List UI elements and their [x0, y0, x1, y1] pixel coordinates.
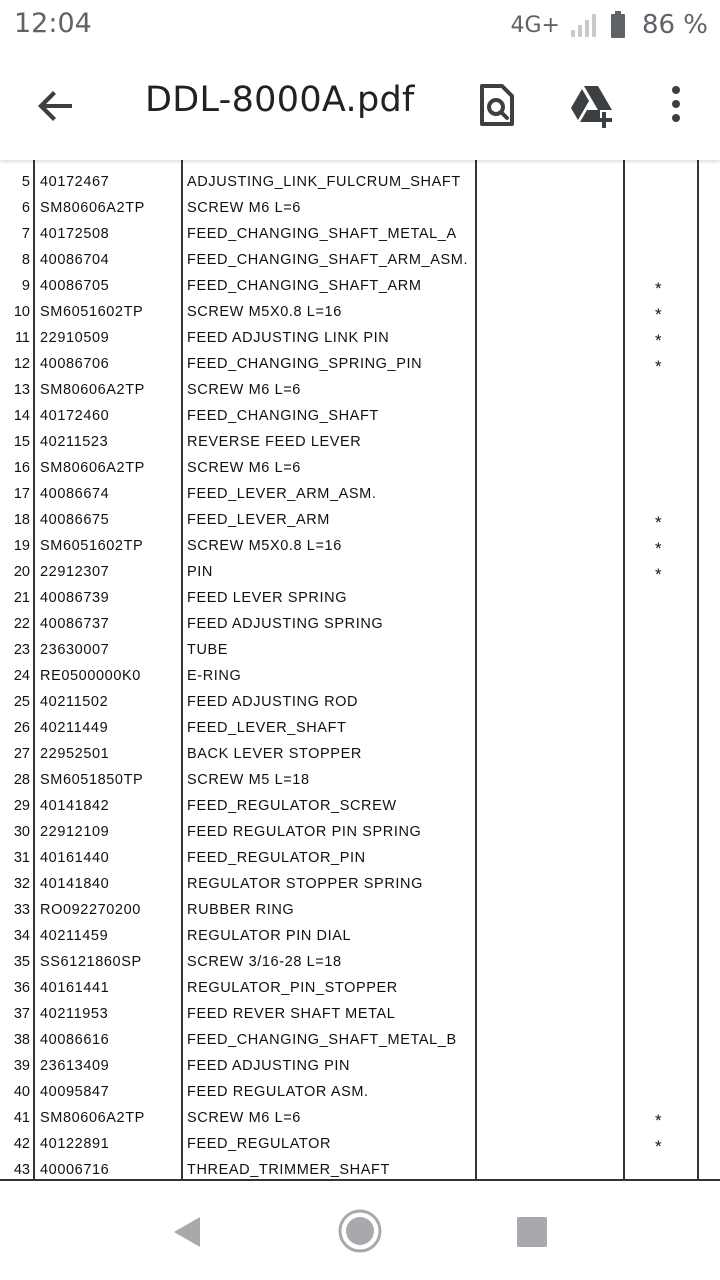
part-number: RE0500000K0 — [40, 668, 141, 684]
item-number: 13 — [13, 382, 30, 398]
mark-asterisk: * — [655, 1137, 662, 1156]
part-number: 22912307 — [40, 564, 110, 580]
back-arrow-icon — [32, 82, 80, 130]
part-number: 40095847 — [40, 1084, 110, 1100]
table-row — [0, 949, 720, 975]
part-description: FEED_REGULATOR — [187, 1136, 332, 1152]
item-number: 26 — [13, 720, 30, 736]
table-row — [0, 923, 720, 949]
mark-asterisk: * — [655, 539, 662, 558]
item-number: 29 — [13, 798, 30, 814]
status-bar — [0, 0, 720, 52]
part-number: SM6051850TP — [40, 772, 144, 788]
part-description: SCREW M6 L=6 — [187, 1110, 301, 1126]
item-number: 37 — [13, 1006, 30, 1022]
item-number: 12 — [13, 356, 30, 372]
table-row — [0, 767, 720, 793]
part-number: 40122891 — [40, 1136, 110, 1152]
item-number: 43 — [13, 1162, 30, 1178]
item-number: 32 — [13, 876, 30, 892]
part-description: SCREW M5X0.8 L=16 — [187, 538, 342, 554]
part-description: FEED_REGULATOR_PIN — [187, 850, 366, 866]
app-bar — [0, 52, 720, 160]
item-number: 40 — [13, 1084, 30, 1100]
table-row — [0, 377, 720, 403]
table-row — [0, 1001, 720, 1027]
table-row — [0, 637, 720, 663]
item-number: 30 — [13, 824, 30, 840]
part-number: 40141842 — [40, 798, 110, 814]
table-row — [0, 1157, 720, 1183]
pdf-viewport[interactable] — [0, 160, 720, 1185]
item-number: 22 — [13, 616, 30, 632]
mark-asterisk: * — [655, 513, 662, 532]
part-description: FEED_CHANGING_SHAFT_METAL_B — [187, 1032, 457, 1048]
part-number: 40006716 — [40, 1162, 110, 1178]
part-number: 40086704 — [40, 252, 110, 268]
part-description: FEED REGULATOR PIN SPRING — [187, 824, 422, 840]
item-number: 17 — [13, 486, 30, 502]
mark-asterisk: * — [655, 1111, 662, 1130]
item-number: 18 — [13, 512, 30, 528]
table-row — [0, 585, 720, 611]
item-number: 21 — [13, 590, 30, 606]
table-row — [0, 689, 720, 715]
table-row — [0, 403, 720, 429]
part-number: 40086674 — [40, 486, 110, 502]
table-row — [0, 325, 720, 351]
item-number: 19 — [13, 538, 30, 554]
item-number: 39 — [13, 1058, 30, 1074]
item-number: 23 — [13, 642, 30, 658]
item-number: 27 — [13, 746, 30, 762]
part-number: 23630007 — [40, 642, 110, 658]
part-number: 40086675 — [40, 512, 110, 528]
part-number: 40086737 — [40, 616, 110, 632]
table-row — [0, 507, 720, 533]
item-number: 6 — [21, 200, 30, 216]
part-number: RO092270200 — [40, 902, 141, 918]
more-vert-icon — [650, 80, 702, 132]
table-row — [0, 1131, 720, 1157]
part-description: FEED_CHANGING_SHAFT_METAL_A — [187, 226, 457, 242]
table-row — [0, 1027, 720, 1053]
table-row — [0, 663, 720, 689]
table-row — [0, 975, 720, 1001]
mark-asterisk: * — [655, 331, 662, 350]
item-number: 36 — [13, 980, 30, 996]
part-description: E-RING — [187, 668, 242, 684]
battery-percent: 86 % — [641, 10, 708, 40]
table-row — [0, 429, 720, 455]
item-number: 25 — [13, 694, 30, 710]
part-description: FEED_LEVER_ARM — [187, 512, 330, 528]
table-row — [0, 247, 720, 273]
part-description: SCREW M5 L=18 — [187, 772, 310, 788]
part-number: SM6051602TP — [40, 538, 144, 554]
table-row — [0, 793, 720, 819]
home-circle-icon[interactable] — [336, 1207, 384, 1255]
part-description: SCREW M6 L=6 — [187, 200, 301, 216]
item-number: 24 — [13, 668, 30, 684]
item-number: 28 — [13, 772, 30, 788]
part-description: THREAD_TRIMMER_SHAFT — [187, 1162, 390, 1178]
table-row — [0, 455, 720, 481]
part-number: 40211449 — [40, 720, 109, 736]
back-triangle-icon[interactable] — [170, 1215, 204, 1249]
part-number: SM80606A2TP — [40, 382, 145, 398]
table-row — [0, 299, 720, 325]
table-row — [0, 351, 720, 377]
part-description: BACK LEVER STOPPER — [187, 746, 362, 762]
table-row — [0, 611, 720, 637]
part-number: 40141840 — [40, 876, 110, 892]
part-number: 40211953 — [40, 1006, 109, 1022]
part-number: SM80606A2TP — [40, 460, 145, 476]
table-row — [0, 195, 720, 221]
table-row — [0, 715, 720, 741]
part-description: PIN — [187, 564, 213, 580]
part-number: 40086739 — [40, 590, 110, 606]
part-description: FEED_REGULATOR_SCREW — [187, 798, 397, 814]
part-description: SCREW M6 L=6 — [187, 460, 301, 476]
item-number: 20 — [13, 564, 30, 580]
back-button[interactable] — [32, 82, 80, 130]
part-number: 40086706 — [40, 356, 110, 372]
status-right — [510, 8, 708, 42]
table-row — [0, 481, 720, 507]
part-number: 22952501 — [40, 746, 110, 762]
more-options-button[interactable] — [650, 80, 702, 132]
table-row — [0, 741, 720, 767]
table-row — [0, 559, 720, 585]
part-number: 40172508 — [40, 226, 110, 242]
part-number: SM80606A2TP — [40, 200, 145, 216]
part-number: 40172460 — [40, 408, 110, 424]
part-description: REGULATOR PIN DIAL — [187, 928, 352, 944]
item-number: 41 — [13, 1110, 30, 1126]
drive-add-icon — [566, 80, 618, 132]
signal-icon — [570, 12, 600, 38]
document-search-icon — [470, 80, 522, 132]
item-number: 34 — [13, 928, 30, 944]
document-title: DDL-8000A.pdf — [145, 80, 415, 120]
part-description: RUBBER RING — [187, 902, 295, 918]
recents-square-icon[interactable] — [516, 1216, 548, 1248]
table-row — [0, 897, 720, 923]
item-number: 11 — [14, 330, 30, 346]
item-number: 10 — [13, 304, 30, 320]
item-number: 15 — [13, 434, 30, 450]
table-row — [0, 819, 720, 845]
part-description: FEED_CHANGING_SHAFT_ARM_ASM. — [187, 252, 469, 268]
part-description: FEED ADJUSTING PIN — [187, 1058, 351, 1074]
battery-icon — [610, 11, 626, 39]
part-number: SS6121860SP — [40, 954, 142, 970]
system-nav-bar — [0, 1185, 720, 1280]
part-description: ADJUSTING_LINK_FULCRUM_SHAFT — [187, 174, 461, 190]
part-description: FEED_CHANGING_SHAFT_ARM — [187, 278, 422, 294]
part-description: FEED_CHANGING_SPRING_PIN — [187, 356, 423, 372]
table-row — [0, 169, 720, 195]
table-row — [0, 273, 720, 299]
item-number: 14 — [13, 408, 30, 424]
part-number: 40161440 — [40, 850, 110, 866]
item-number: 42 — [13, 1136, 30, 1152]
status-time: 12:04 — [14, 8, 92, 39]
part-number: 22912109 — [40, 824, 110, 840]
find-in-document-button[interactable] — [470, 80, 522, 132]
part-description: REVERSE FEED LEVER — [187, 434, 362, 450]
table-row — [0, 1053, 720, 1079]
part-description: REGULATOR STOPPER SPRING — [187, 876, 423, 892]
part-description: FEED_LEVER_SHAFT — [187, 720, 347, 736]
table-row — [0, 533, 720, 559]
part-description: TUBE — [187, 642, 229, 658]
table-row — [0, 871, 720, 897]
part-description: FEED ADJUSTING SPRING — [187, 616, 384, 632]
table-row — [0, 1079, 720, 1105]
part-number: 40211523 — [40, 434, 109, 450]
table-row — [0, 221, 720, 247]
part-number: SM6051602TP — [40, 304, 144, 320]
part-number: 40172467 — [40, 174, 110, 190]
part-description: FEED ADJUSTING ROD — [187, 694, 359, 710]
part-number: SM80606A2TP — [40, 1110, 145, 1126]
part-description: FEED_LEVER_ARM_ASM. — [187, 486, 377, 502]
part-number: 40086705 — [40, 278, 110, 294]
part-description: SCREW M6 L=6 — [187, 382, 301, 398]
item-number: 8 — [21, 252, 30, 268]
part-number: 40211459 — [40, 928, 109, 944]
item-number: 33 — [13, 902, 30, 918]
part-description: SCREW 3/16-28 L=18 — [187, 954, 342, 970]
parts-table — [0, 160, 720, 1180]
part-description: REGULATOR_PIN_STOPPER — [187, 980, 398, 996]
item-number: 9 — [21, 278, 30, 294]
item-number: 31 — [13, 850, 30, 866]
part-description: FEED LEVER SPRING — [187, 590, 348, 606]
mark-asterisk: * — [655, 305, 662, 324]
item-number: 7 — [21, 226, 30, 242]
item-number: 38 — [13, 1032, 30, 1048]
part-description: FEED_CHANGING_SHAFT — [187, 408, 379, 424]
network-type: 4G+ — [510, 12, 560, 38]
part-number: 22910509 — [40, 330, 110, 346]
part-description: FEED ADJUSTING LINK PIN — [187, 330, 390, 346]
part-description: FEED REGULATOR ASM. — [187, 1084, 369, 1100]
part-description: SCREW M5X0.8 L=16 — [187, 304, 342, 320]
part-number: 40161441 — [40, 980, 110, 996]
mark-asterisk: * — [655, 565, 662, 584]
table-row — [0, 845, 720, 871]
mark-asterisk: * — [655, 357, 662, 376]
mark-asterisk: * — [655, 279, 662, 298]
table-row — [0, 1105, 720, 1131]
item-number: 35 — [13, 954, 30, 970]
part-number: 23613409 — [40, 1058, 110, 1074]
item-number: 16 — [13, 460, 30, 476]
item-number: 5 — [21, 174, 30, 190]
add-to-drive-button[interactable] — [566, 80, 618, 132]
part-number: 40086616 — [40, 1032, 110, 1048]
part-description: FEED REVER SHAFT METAL — [187, 1006, 396, 1022]
part-number: 40211502 — [40, 694, 109, 710]
